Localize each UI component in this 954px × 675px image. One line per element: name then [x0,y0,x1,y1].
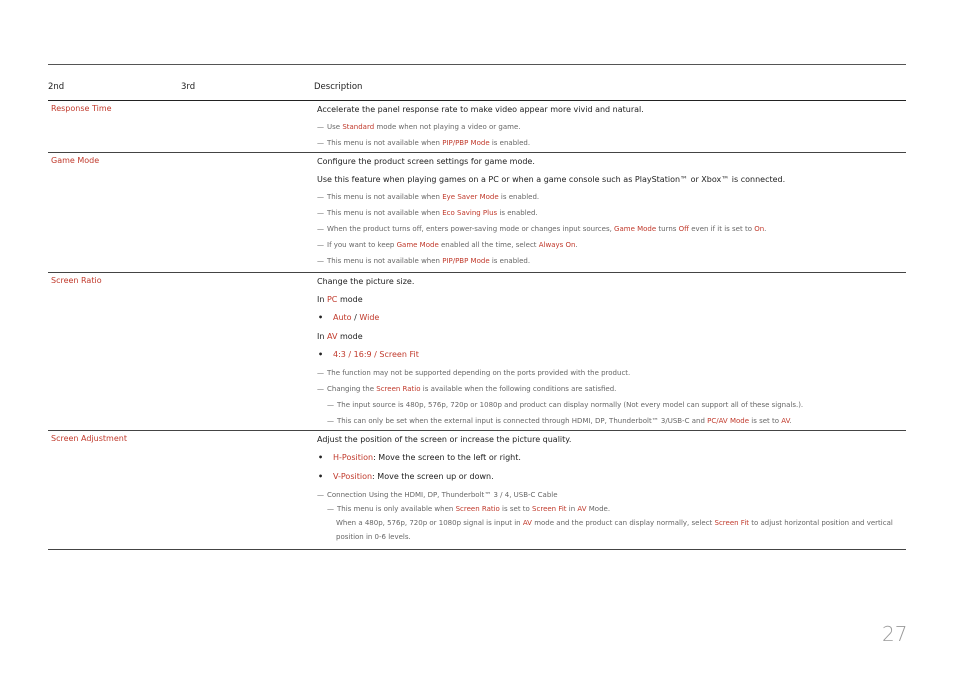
header-description: Description [314,82,363,92]
table-row-game-mode [48,153,906,273]
description-cell [314,431,906,549]
pc-mode-heading: In PC mode [317,295,363,304]
description-text: Accelerate the panel response rate to make video appear more vivid and natural. [317,105,644,114]
note: — When the product turns off, enters power-saving mode or changes input sources, Game Mode turns Off even if it is set to On. [317,225,767,233]
list-item: • V-Position: Move the screen up or down. [318,472,494,481]
menu-label-game-mode: Game Mode [51,156,100,165]
list-item: • 4:3 / 16:9 / Screen Fit [318,350,419,359]
header-2nd: 2nd [48,82,65,92]
description-cell [314,273,906,430]
av-mode-heading: In AV mode [317,332,363,341]
list-item: • Auto / Wide [318,313,380,322]
note: — The function may not be supported depending on the ports provided with the product. [317,369,631,377]
top-divider [48,64,906,65]
sub-note: — This menu is only available when Screen Ratio is set to Screen Fit in AV Mode. [327,505,611,513]
note: — Changing the Screen Ratio is available when the following conditions are satisfied. [317,385,617,393]
description-cell [314,101,906,152]
description-text: Configure the product screen settings for game mode. [317,157,535,166]
sub-note: — This can only be set when the external input is connected through HDMI, DP, Thunderbolt™ 3/USB-C and PC/AV Mode is set to AV. [327,417,792,425]
note: — Connection Using the HDMI, DP, Thunderbolt™ 3 / 4, USB-C Cable [317,491,558,499]
note: — This menu is not available when PIP/PBP Mode is enabled. [317,257,531,265]
note: — If you want to keep Game Mode enabled all the time, select Always On. [317,241,578,249]
description-text: Change the picture size. [317,277,415,286]
table-header [48,82,906,101]
table-row-response-time [48,101,906,153]
settings-table [48,82,906,550]
menu-label-screen-ratio: Screen Ratio [51,276,102,285]
sub-note: — The input source is 480p, 576p, 720p or 1080p and product can display normally (Not every model can support all of these signals.). [327,401,804,409]
menu-label-screen-adjustment: Screen Adjustment [51,434,127,443]
table-row-screen-ratio [48,273,906,431]
header-3rd: 3rd [181,82,196,92]
list-item: • H-Position: Move the screen to the left or right. [318,453,521,462]
table-row-screen-adjustment [48,431,906,550]
description-cell [314,153,906,272]
menu-label-response-time: Response Time [51,104,112,113]
page-number: 27 [882,622,908,646]
sub-note-continuation: When a 480p, 576p, 720p or 1080p signal is input in AV mode and the product can display normally, select Screen Fit to adjust horizontal position and vertical position in 0-6 levels. [336,519,893,541]
note: — Use Standard mode when not playing a video or game. [317,123,521,131]
description-text: Adjust the position of the screen or increase the picture quality. [317,435,572,444]
description-text: Use this feature when playing games on a PC or when a game console such as PlayStation™ or Xbox™ is connected. [317,175,786,184]
note: — This menu is not available when PIP/PBP Mode is enabled. [317,139,531,147]
note: — This menu is not available when Eco Saving Plus is enabled. [317,209,538,217]
note: — This menu is not available when Eye Saver Mode is enabled. [317,193,540,201]
